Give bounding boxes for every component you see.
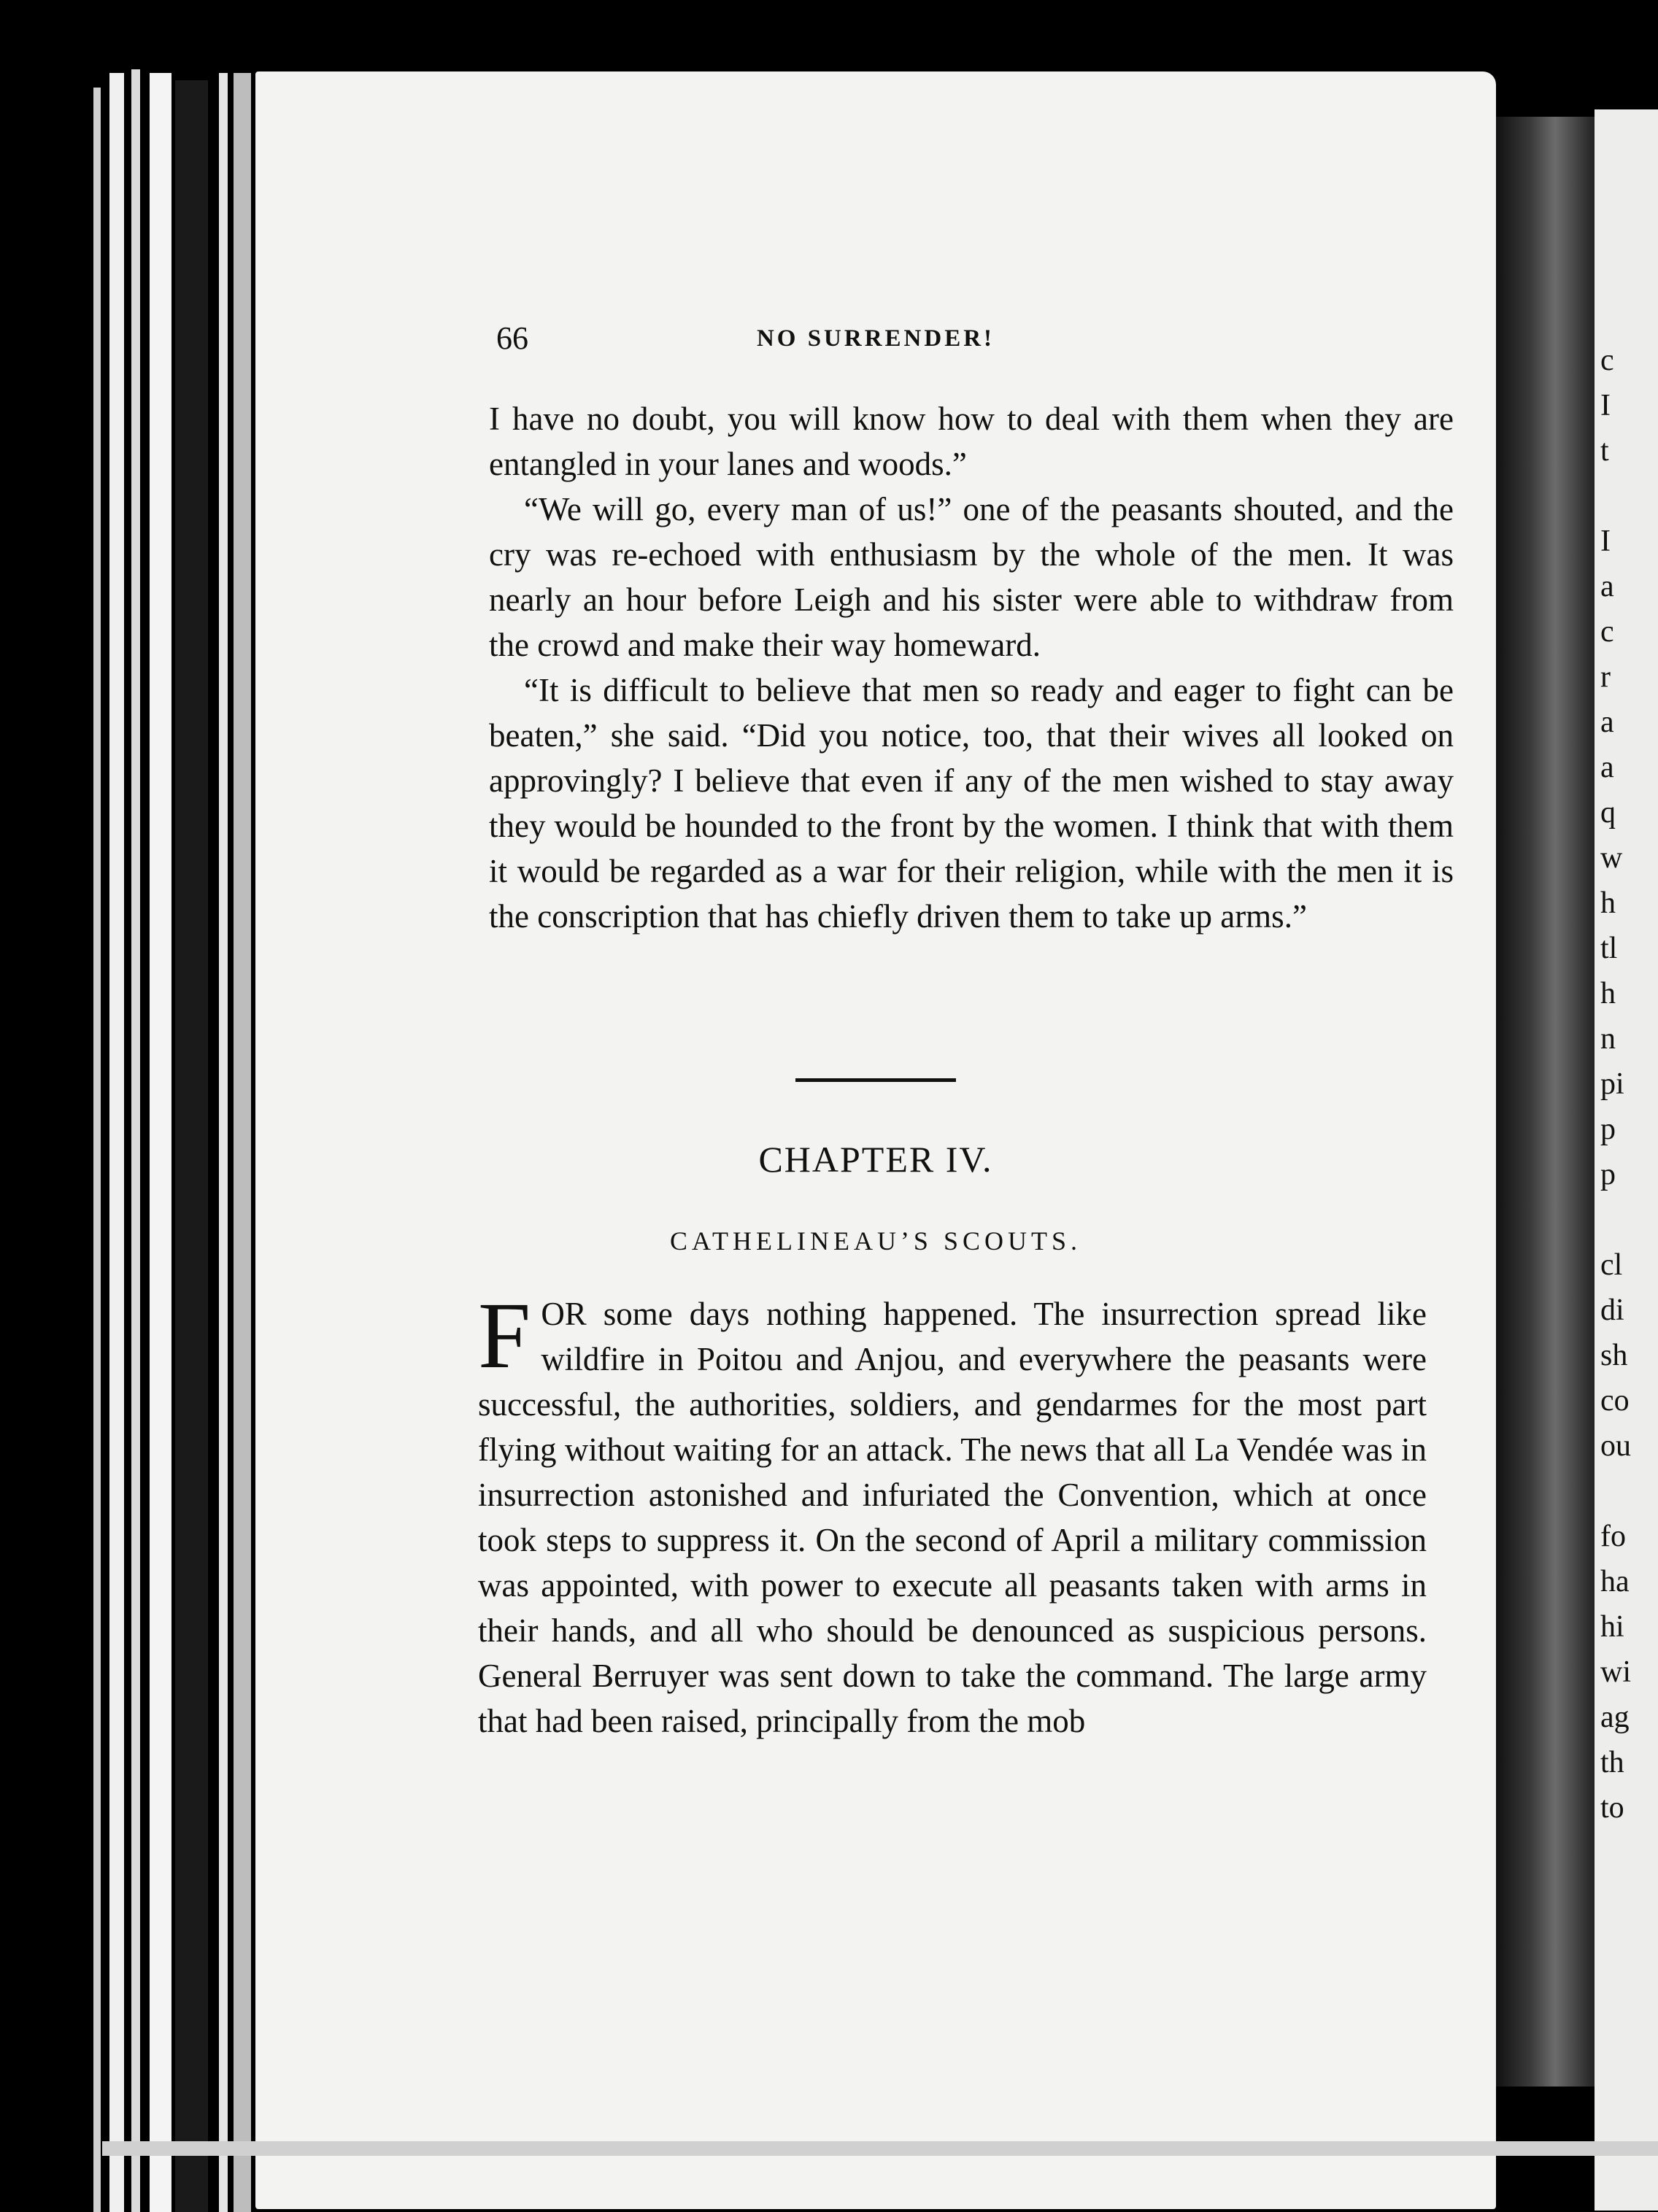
chapter-subtitle: CATHELINEAU’S SCOUTS.	[669, 1226, 1081, 1256]
facing-page-fragment: h	[1600, 977, 1616, 1010]
page-number: 66	[496, 320, 528, 356]
book-edge	[131, 69, 140, 2212]
facing-page-fragment: co	[1600, 1384, 1630, 1418]
facing-page	[1595, 109, 1658, 2211]
facing-page-fragment: ag	[1600, 1701, 1630, 1734]
facing-page-fragment: a	[1600, 751, 1614, 784]
facing-page-fragment: wi	[1600, 1655, 1631, 1689]
facing-page-fragment: to	[1600, 1791, 1624, 1825]
page-header	[496, 320, 1255, 363]
paragraph-text: OR some days nothing happened. The insurrection spread like wildfire in Poitou and Anjou, and everywhere the peasants were successful, the authorities, soldiers, and gendarmes for the most part flying without waiting for an attack. The news that all La Vendée was in insurrection astonished and infuriated the Convention, which at once took steps to suppress it. On the second of April a military commission was appointed, with power to execute all peasants taken with arms in their hands, and all who should be denounced as suspicious persons. General Berruyer was sent down to take the command. The large army that had been raised, principally from the mob	[478, 1296, 1427, 1739]
chapter-opening	[478, 1283, 1427, 1744]
facing-page-fragment: h	[1600, 886, 1616, 920]
facing-page-fragment: p	[1600, 1113, 1616, 1146]
drop-cap: F	[478, 1283, 531, 1388]
page-gutter	[1496, 117, 1595, 2087]
facing-page-fragment: di	[1600, 1293, 1624, 1327]
paragraph: I have no doubt, you will know how to deal with them when they are entangled in your lanes and woods.”	[489, 401, 1454, 482]
running-head: NO SURRENDER!	[756, 325, 995, 352]
facing-page-fragment: hi	[1600, 1610, 1624, 1644]
passage	[489, 396, 1454, 939]
book-edge	[175, 80, 208, 2212]
facing-page-fragment: c	[1600, 615, 1614, 649]
facing-page-fragment: t	[1600, 434, 1609, 468]
facing-page-fragment: cl	[1600, 1248, 1623, 1282]
book-edge	[234, 73, 251, 2212]
facing-page-fragment: q	[1600, 796, 1616, 830]
facing-page-fragment: a	[1600, 705, 1614, 739]
facing-page-fragment: w	[1600, 841, 1623, 875]
facing-page-fragment: ha	[1600, 1565, 1630, 1598]
book-edge	[109, 73, 124, 2212]
book-edge	[219, 73, 228, 2212]
paragraph: “It is difficult to believe that men so ready and eager to fight can be beaten,” she said. “Did you notice, too, that their wives all looked on approvingly? I believe that even if any of the men wished to stay away they would be hounded to the front by the women. I think that with them it would be regarded as a war for their religion, while with the men it is the conscription that has chiefly driven them to take up arms.”	[489, 672, 1454, 935]
book-edge	[150, 73, 171, 2212]
paragraph	[478, 1283, 1427, 1744]
facing-page-fragment: c	[1600, 344, 1614, 377]
facing-page-fragment: r	[1600, 660, 1611, 694]
book-edge	[93, 88, 101, 2212]
book-bottom-edge	[102, 2141, 1658, 2156]
section-divider	[795, 1078, 956, 1082]
facing-page-fragment: n	[1600, 1022, 1616, 1056]
facing-page-fragment: pi	[1600, 1067, 1624, 1101]
chapter-title: CHAPTER IV.	[758, 1139, 993, 1180]
facing-page-fragment: sh	[1600, 1339, 1628, 1372]
facing-page-fragment: I	[1600, 389, 1611, 422]
facing-page-fragment: a	[1600, 570, 1614, 603]
facing-page-fragment: fo	[1600, 1520, 1626, 1553]
facing-page-fragment: p	[1600, 1158, 1616, 1191]
facing-page-fragment: I	[1600, 525, 1611, 558]
facing-page-fragment: ou	[1600, 1429, 1631, 1463]
facing-page-fragment: th	[1600, 1746, 1624, 1779]
facing-page-fragment: tl	[1600, 932, 1618, 965]
paragraph: “We will go, every man of us!” one of the peasants shouted, and the cry was re-echoed with enthusiasm by the whole of the men. It was nearly an hour before Leigh and his sister were able to withdraw from the crowd and make their way homeward.	[489, 491, 1454, 663]
